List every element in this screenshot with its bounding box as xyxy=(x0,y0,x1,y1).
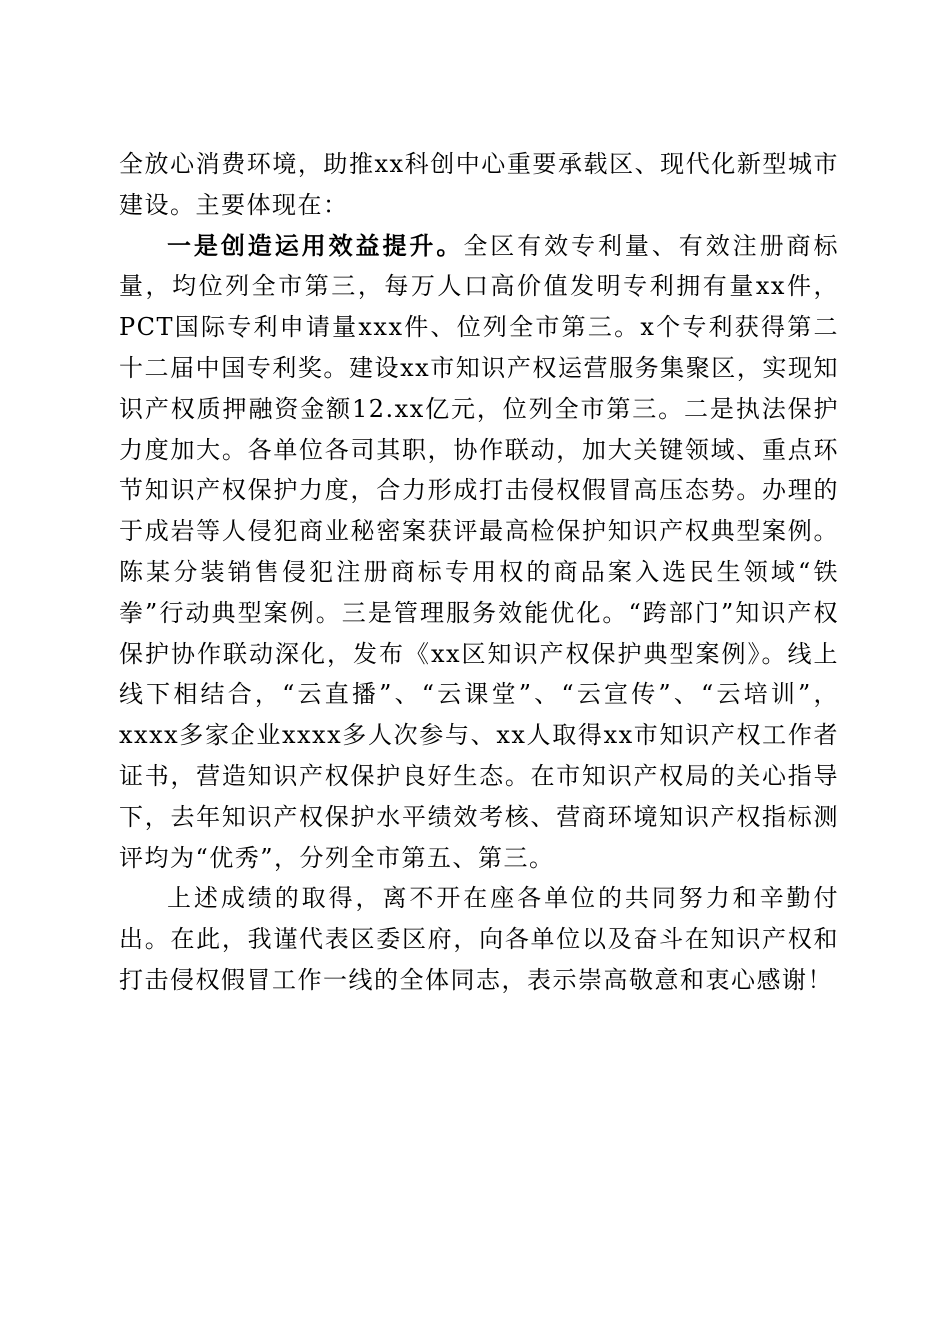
paragraph-achievements xyxy=(119,226,839,879)
paragraph-lead-heading: 一是创造运用效益提升。 xyxy=(167,230,464,260)
document-body xyxy=(119,144,839,1001)
paragraph-continuation: 全放心消费环境，助推xx科创中心重要承载区、现代化新型城市建设。主要体现在： xyxy=(119,150,839,219)
paragraph-achievements-body: 全区有效专利量、有效注册商标量，均位列全市第三，每万人口高价值发明专利拥有量xx件，PCT国际专利申请量xxx件、位列全市第三。x个专利获得第二十二届中国专利奖。建设xx市知识产权运营服务集聚区，实现知识产权质押融资金额12.xx亿元，位列全市第三。二是执法保护力度加大。各单位各司其职，协作联动，加大关键领域、重点环节知识产权保护力度，合力形成打击侵权假冒高压态势。办理的于成岩等人侵犯商业秘密案获评最高检保护知识产权典型案例。陈某分装销售侵犯注册商标专用权的商品案入选民生领域“铁拳”行动典型案例。三是管理服务效能优化。“跨部门”知识产权保护协作联动深化，发布《xx区知识产权保护典型案例》。线上线下相结合，“云直播”、“云课堂”、“云宣传”、“云培训”，xxxx多家企业xxxx多人次参与、xx人取得xx市知识产权工作者证书，营造知识产权保护良好生态。在市知识产权局的关心指导下，去年知识产权保护水平绩效考核、营商环境知识产权指标测评均为“优秀”，分列全市第五、第三。 xyxy=(119,231,839,872)
paragraph-thanks: 上述成绩的取得，离不开在座各单位的共同努力和辛勤付出。在此，我谨代表区委区府，向各单位以及奋斗在知识产权和打击侵权假冒工作一线的全体同志，表示崇高敬意和衷心感谢！ xyxy=(119,884,839,994)
